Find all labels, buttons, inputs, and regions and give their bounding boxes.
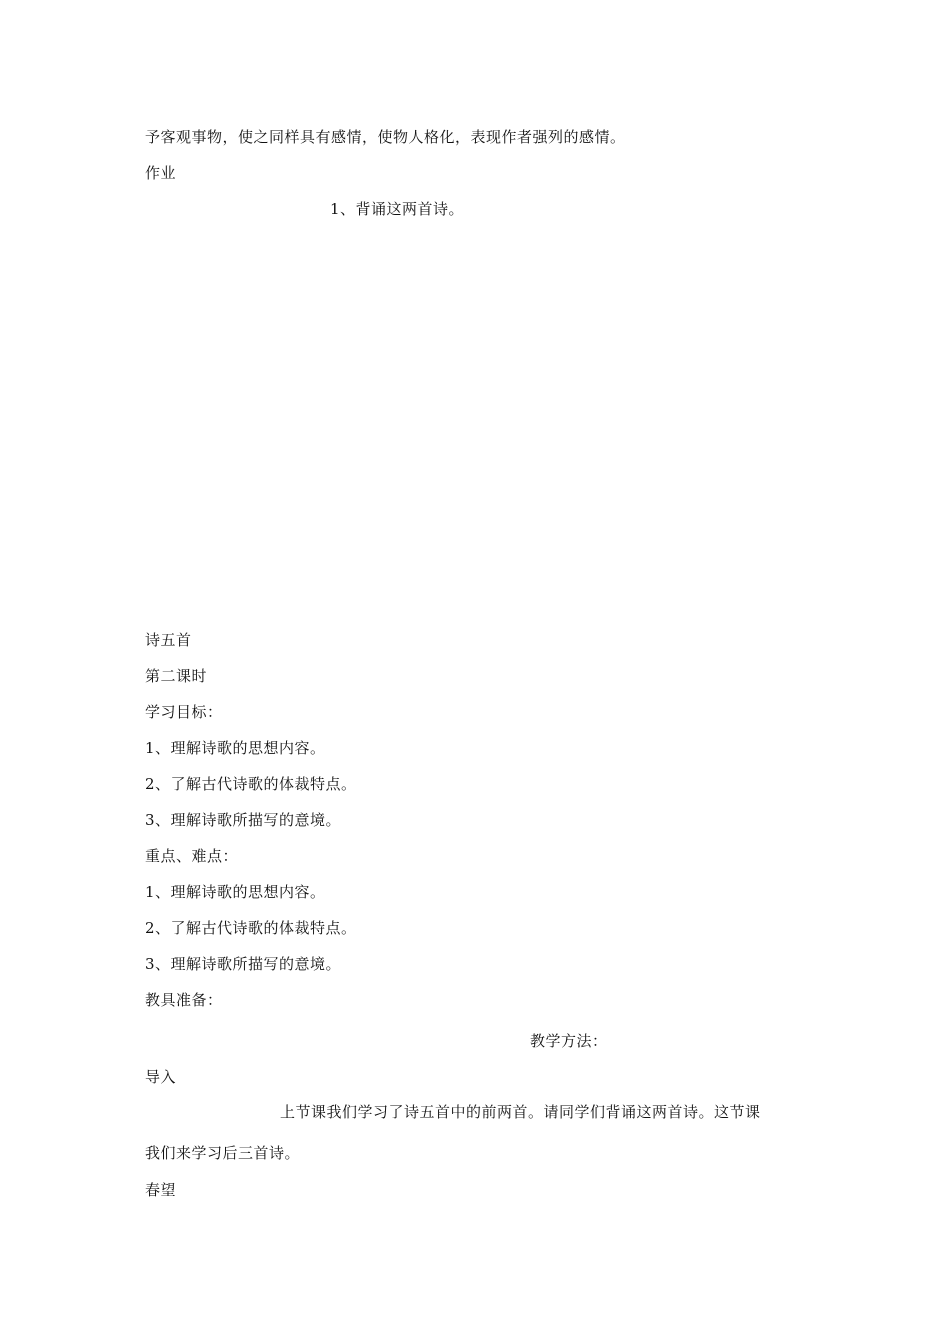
method-heading: 教学方法： xyxy=(530,1032,608,1050)
key-points-heading: 重点、难点： xyxy=(145,847,239,865)
goal-item: 1、理解诗歌的思想内容。 xyxy=(145,739,326,757)
goal-item: 3、理解诗歌所描写的意境。 xyxy=(145,811,342,829)
key-point-item: 1、理解诗歌的思想内容。 xyxy=(145,883,326,901)
continuation-paragraph: 予客观事物，使之同样具有感情，使物人格化，表现作者强列的感情。 xyxy=(145,128,626,146)
lesson-title: 诗五首 xyxy=(145,631,192,649)
intro-heading: 导入 xyxy=(145,1068,177,1086)
key-point-item: 2、了解古代诗歌的体裁特点。 xyxy=(145,919,357,937)
intro-paragraph-line-1: 上节课我们学习了诗五首中的前两首。请同学们背诵这两首诗。这节课 xyxy=(280,1103,761,1121)
poem-title: 春望 xyxy=(145,1181,177,1199)
goals-heading: 学习目标： xyxy=(145,703,223,721)
lesson-period: 第二课时 xyxy=(145,667,208,685)
intro-paragraph-line-2: 我们来学习后三首诗。 xyxy=(145,1144,301,1162)
homework-item: 1、背诵这两首诗。 xyxy=(330,200,465,218)
tools-heading: 教具准备： xyxy=(145,991,223,1009)
goal-item: 2、了解古代诗歌的体裁特点。 xyxy=(145,775,357,793)
homework-heading: 作业 xyxy=(145,164,177,182)
key-point-item: 3、理解诗歌所描写的意境。 xyxy=(145,955,342,973)
